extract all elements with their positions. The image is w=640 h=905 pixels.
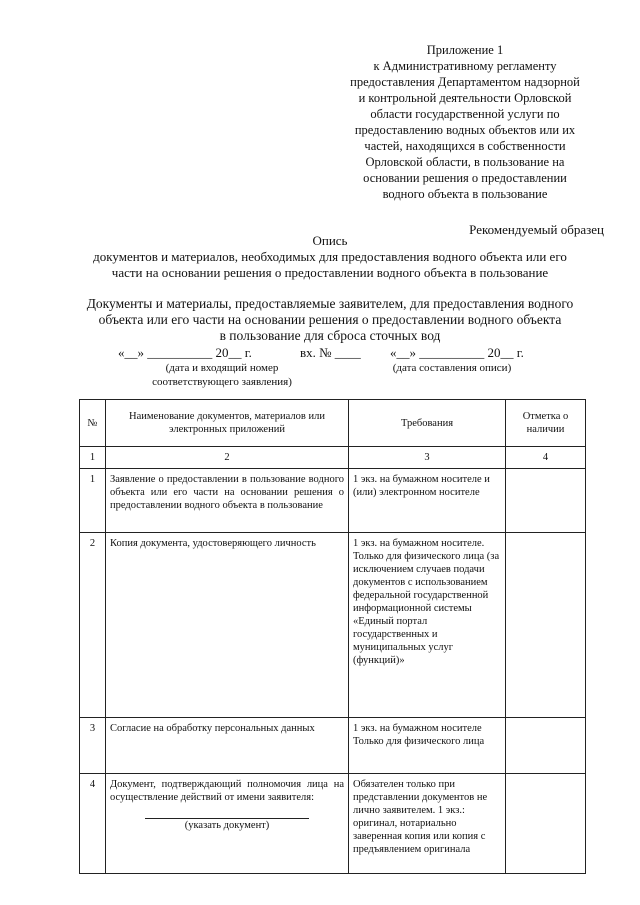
document-name-cell: [106, 774, 349, 874]
appendix-line: к Административному регламенту: [373, 59, 557, 73]
header-requirements: Требования: [349, 400, 506, 447]
document-requirements: 1 экз. на бумажном носителе. Только для физического лица (за исключением случаев подачи документов с использованием федеральной государственной информационной системы «Единый портал государственных и муниципальных услуг (функций)»: [349, 533, 506, 718]
documents-table: [79, 399, 586, 874]
application-date-hint: [142, 361, 302, 389]
title-heading: Опись: [312, 233, 348, 248]
column-number: 2: [106, 447, 349, 469]
incoming-number-field: вх. № ____: [300, 345, 361, 360]
inventory-date-field: «__» __________ 20__ г.: [390, 345, 524, 360]
row-number: 1: [80, 469, 106, 533]
row-number: 4: [80, 774, 106, 874]
document-title: [40, 233, 620, 281]
title-line: документов и материалов, необходимых для предоставления водного объекта или его: [93, 249, 567, 264]
hint-line: (дата и входящий номер: [165, 362, 279, 374]
section-line: в пользование для сброса сточных вод: [219, 328, 441, 343]
presence-mark-cell[interactable]: [506, 774, 586, 874]
header-name: Наименование документов, материалов или электронных приложений: [106, 400, 349, 447]
row-number: 3: [80, 718, 106, 774]
table-row: [80, 469, 586, 533]
section-heading: [60, 296, 600, 344]
appendix-header: [330, 42, 600, 202]
title-line: части на основании решения о предоставлении водного объекта в пользование: [111, 265, 549, 280]
header-mark: Отметка о наличии: [506, 400, 586, 447]
header-number: №: [80, 400, 106, 447]
document-name: Согласие на обработку персональных данных: [106, 718, 349, 774]
fill-in-hint: (указать документ): [184, 820, 270, 831]
appendix-line: частей, находящихся в собственности: [364, 139, 566, 153]
table-header-row: [80, 400, 586, 447]
appendix-line: предоставлению водных объектов или их: [354, 123, 576, 137]
inventory-date-hint: (дата составления описи): [392, 362, 512, 374]
column-number-row: [80, 447, 586, 469]
document-requirements: Обязателен только при представлении документов не лично заявителем. 1 экз.: оригинал, нотариально заверенная копия или копия с предъявлением оригинала: [349, 774, 506, 874]
appendix-line: водного объекта в пользование: [382, 187, 548, 201]
appendix-line: области государственной услуги по: [370, 107, 560, 121]
row-number: 2: [80, 533, 106, 718]
presence-mark-cell[interactable]: [506, 469, 586, 533]
appendix-line: предоставления Департаментом надзорной: [350, 75, 580, 89]
column-number: 1: [80, 447, 106, 469]
document-name: Копия документа, удостоверяющего личность: [106, 533, 349, 718]
column-number: 3: [349, 447, 506, 469]
document-requirements: 1 экз. на бумажном носителе и (или) электронном носителе: [349, 469, 506, 533]
application-date-field: «__» __________ 20__ г.: [118, 345, 252, 360]
table-row: [80, 774, 586, 874]
hint-line: соответствующего заявления): [152, 376, 292, 388]
table-row: [80, 718, 586, 774]
document-name: Заявление о предоставлении в пользование водного объекта или его части на основании решения о предоставлении водного объекта в пользование: [106, 469, 349, 533]
appendix-line: и контрольной деятельности Орловской: [358, 91, 572, 105]
column-number: 4: [506, 447, 586, 469]
appendix-line: Приложение 1: [426, 43, 504, 57]
presence-mark-cell[interactable]: [506, 533, 586, 718]
table-row: [80, 533, 586, 718]
document-requirements: 1 экз. на бумажном носителе Только для физического лица: [349, 718, 506, 774]
section-line: Документы и материалы, предоставляемые заявителем, для предоставления водного: [86, 296, 574, 311]
document-name: Документ, подтверждающий полномочия лица на осуществление действий от имени заявителя:: [110, 779, 344, 803]
presence-mark-cell[interactable]: [506, 718, 586, 774]
appendix-line: основании решения о предоставлении: [363, 171, 567, 185]
section-line: объекта или его части на основании решения о предоставлении водного объекта: [98, 312, 562, 327]
appendix-line: Орловской области, в пользование на: [365, 155, 565, 169]
sample-label: Рекомендуемый образец: [469, 222, 604, 237]
